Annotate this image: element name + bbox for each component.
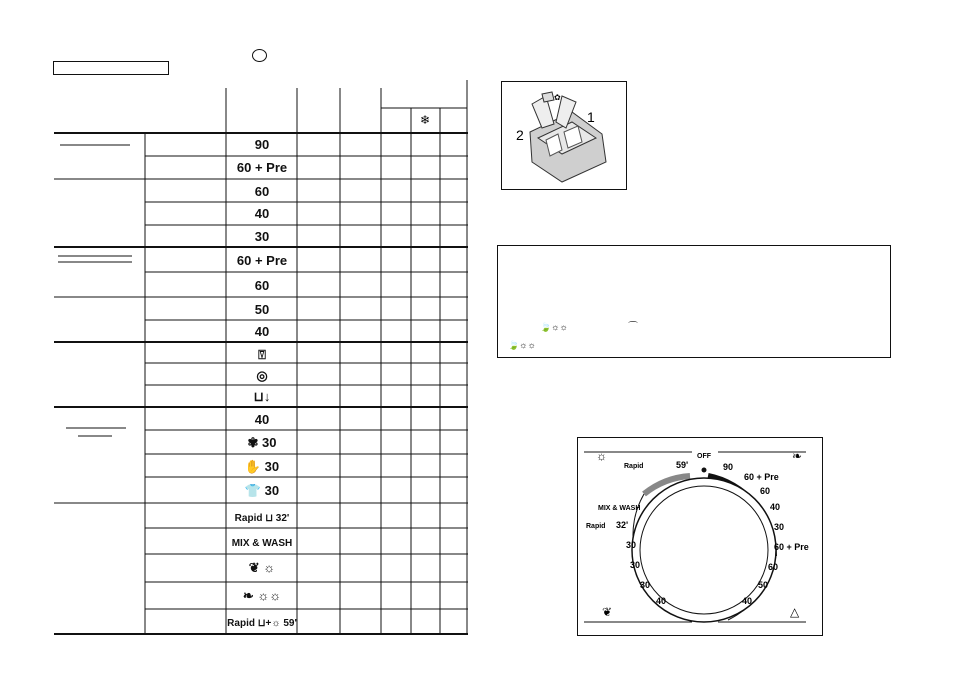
dial-label-right: 30 xyxy=(774,522,785,532)
dial-label-left: 40 xyxy=(656,596,667,606)
dial-label-left: 59' xyxy=(676,460,689,470)
dial-label-left: Rapid xyxy=(586,523,606,530)
dial-label-left: 30 xyxy=(640,580,651,590)
table-row-value: 30 xyxy=(254,229,270,244)
svg-text:🍃☼☼: 🍃☼☼ xyxy=(540,322,568,332)
table-row-value: ❦ ☼ xyxy=(248,560,276,575)
notes-icons-row2 xyxy=(508,338,548,350)
circle-mark xyxy=(252,49,267,62)
triangle-icon: △ xyxy=(790,605,800,619)
drawer-label-2: 2 xyxy=(516,127,524,143)
dial-label-right: 40 xyxy=(742,596,753,606)
table-row-value: ❧ ☼☼ xyxy=(242,588,282,603)
table-row-value: 60 xyxy=(254,184,270,199)
table-row-value: ✾ 30 xyxy=(247,435,277,450)
dial-label-left: MIX & WASH xyxy=(598,505,641,512)
table-row-value: MIX & WASH xyxy=(231,538,293,549)
dial-label-left: 30 xyxy=(626,540,637,550)
dial-label-right: 60 xyxy=(760,486,771,496)
notes-icons-row1 xyxy=(540,320,640,332)
dial-label-left: 32' xyxy=(616,520,629,530)
svg-text:✿: ✿ xyxy=(554,93,561,102)
programme-dial xyxy=(577,437,823,636)
table-row-value: 50 xyxy=(254,302,270,317)
programme-table xyxy=(54,80,468,635)
drawer-label-1: 1 xyxy=(587,109,595,125)
header-box xyxy=(53,61,169,75)
feather-icon: ❦ xyxy=(602,605,613,619)
table-row-value: ✋ 30 xyxy=(244,459,280,474)
sun-icon: ☼ xyxy=(596,449,607,463)
table-row-value: 90 xyxy=(254,137,270,152)
table-row-value: 60 + Pre xyxy=(236,253,288,268)
detergent-drawer-figure xyxy=(501,81,627,190)
dial-label-right: 60 + Pre xyxy=(744,472,779,482)
notes-box xyxy=(497,245,891,358)
table-row-value: ⍔ xyxy=(258,347,266,362)
table-row-value: Rapid ⊔+☼ 59' xyxy=(227,618,297,629)
table-row-value: ◎ xyxy=(256,368,268,383)
table-row-value: 40 xyxy=(254,412,270,427)
snowflake-icon: ❄ xyxy=(419,113,431,127)
table-row-value: 60 xyxy=(254,278,270,293)
dial-label-left: Rapid xyxy=(624,463,644,470)
table-row-value: 👕 30 xyxy=(244,483,280,498)
svg-text:🍃☼☼: 🍃☼☼ xyxy=(508,340,536,350)
dial-label-right: 90 xyxy=(723,462,734,472)
table-row-value: 40 xyxy=(254,206,270,221)
dial-label-left: 30 xyxy=(630,560,641,570)
dial-off-label: OFF xyxy=(697,453,711,460)
dial-label-right: 50 xyxy=(758,580,769,590)
dial-label-right: 60 + Pre xyxy=(774,542,809,552)
table-row-value: 60 + Pre xyxy=(236,160,288,175)
table-row-value: 40 xyxy=(254,324,270,339)
dial-label-right: 60 xyxy=(768,562,779,572)
table-row-value: Rapid ⊔ 32' xyxy=(234,513,290,524)
svg-text:⌒: ⌒ xyxy=(628,322,638,332)
leaf-icon: ❧ xyxy=(792,449,803,463)
dial-label-right: 40 xyxy=(770,502,781,512)
table-row-value: ⊔↓ xyxy=(253,389,271,404)
